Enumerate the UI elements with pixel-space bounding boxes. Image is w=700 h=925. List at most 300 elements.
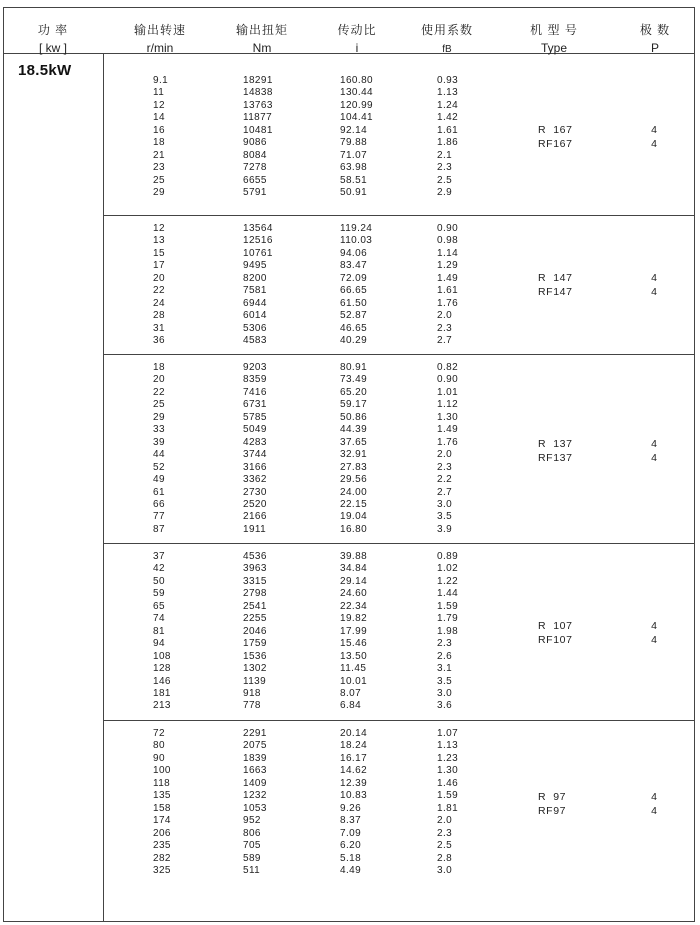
speed-value: 16: [153, 124, 165, 136]
ratio-value: 29.56: [340, 474, 368, 486]
speed-value: 18: [153, 362, 165, 373]
factor-value: 2.0: [437, 815, 453, 827]
group-factor-column: [437, 362, 458, 536]
ratio-value: 80.91: [340, 362, 368, 373]
torque-value: 1139: [243, 675, 267, 687]
poles-value: 4: [651, 124, 657, 136]
ratio-value: 5.18: [340, 852, 362, 864]
speed-value: 11: [153, 87, 165, 99]
ratio-value: 13.50: [340, 650, 368, 662]
ratio-value: 50.91: [340, 187, 368, 199]
factor-value: 1.76: [437, 297, 459, 309]
torque-value: 1302: [243, 663, 267, 675]
torque-value: 7581: [243, 285, 267, 297]
power-column-divider: [103, 53, 104, 922]
speed-value: 49: [153, 474, 165, 486]
factor-value: 3.0: [437, 687, 453, 699]
header-ratio-en: i: [355, 41, 359, 55]
torque-value: 1053: [243, 802, 267, 814]
ratio-value: 32.91: [340, 449, 368, 461]
ratio-value: 72.09: [340, 272, 368, 284]
ratio-value: 22.34: [340, 600, 368, 612]
factor-value: 3.9: [437, 523, 453, 535]
factor-value: 1.30: [437, 765, 459, 777]
header-factor-en: [407, 41, 487, 55]
torque-value: 3744: [243, 449, 267, 461]
group-torque-column: [243, 551, 267, 713]
header-power-en: [ kw ]: [38, 41, 67, 55]
factor-value: 1.81: [437, 802, 459, 814]
ratio-value: 34.84: [340, 563, 368, 575]
group-divider: [103, 215, 695, 216]
group-torque-column: [243, 75, 273, 200]
header-torque-cn: 输出扭矩: [235, 23, 288, 37]
speed-value: 128: [153, 663, 171, 675]
factor-value: 1.29: [437, 260, 459, 272]
group-speed-column: [153, 551, 171, 713]
group-ratio-column: [340, 728, 367, 877]
header-poles-cn: 极 数: [639, 23, 671, 37]
speed-value: 65: [153, 600, 165, 612]
torque-value: 13564: [243, 223, 273, 234]
type-value: RF137: [538, 451, 573, 464]
ratio-value: 119.24: [340, 223, 373, 234]
ratio-value: 14.62: [340, 765, 368, 777]
group-ratio-column: [340, 551, 367, 713]
torque-value: 918: [243, 687, 261, 699]
ratio-value: 22.15: [340, 498, 368, 510]
group-factor-column: [437, 551, 458, 713]
speed-value: 31: [153, 322, 165, 334]
torque-value: 9203: [243, 362, 267, 373]
poles-value: 4: [651, 438, 657, 450]
factor-value: 1.61: [437, 285, 459, 297]
poles-value: 4: [651, 804, 657, 817]
speed-value: 80: [153, 740, 165, 752]
factor-value: 0.90: [437, 223, 459, 234]
group-ratio-column: [340, 75, 373, 200]
factor-value: 0.90: [437, 374, 459, 386]
speed-value: 29: [153, 411, 165, 423]
factor-value: 1.46: [437, 777, 459, 789]
torque-value: 7278: [243, 162, 267, 174]
header-speed: [120, 7, 200, 53]
speed-value: 25: [153, 399, 165, 411]
group-poles-column: [644, 438, 664, 465]
ratio-value: 94.06: [340, 247, 368, 259]
speed-value: 325: [153, 864, 171, 876]
factor-value: 2.3: [437, 638, 453, 650]
ratio-value: 18.24: [340, 740, 368, 752]
factor-value: 1.59: [437, 600, 459, 612]
speed-value: 74: [153, 613, 165, 625]
header-poles: [615, 7, 695, 53]
speed-value: 21: [153, 149, 165, 161]
ratio-value: 7.09: [340, 827, 362, 839]
factor-value: 1.14: [437, 247, 459, 259]
torque-value: 806: [243, 827, 261, 839]
type-value: R 167: [538, 124, 573, 136]
ratio-value: 17.99: [340, 625, 368, 637]
ratio-value: 37.65: [340, 436, 368, 448]
factor-value: 2.3: [437, 162, 453, 174]
group-divider: [103, 720, 695, 721]
factor-value: 1.98: [437, 625, 459, 637]
poles-value: 4: [651, 285, 657, 298]
torque-value: 2291: [243, 728, 267, 739]
torque-value: 8084: [243, 149, 267, 161]
group-factor-column: [437, 75, 458, 200]
factor-value: 1.86: [437, 137, 459, 149]
torque-value: 3315: [243, 575, 267, 587]
ratio-value: 16.80: [340, 523, 368, 535]
torque-value: 8359: [243, 374, 267, 386]
factor-value: 3.6: [437, 700, 453, 712]
factor-value: 1.23: [437, 752, 459, 764]
torque-value: 1536: [243, 650, 267, 662]
torque-value: 6731: [243, 399, 267, 411]
ratio-value: 19.04: [340, 511, 368, 523]
group-type-column: [538, 620, 573, 647]
torque-value: 5049: [243, 424, 267, 436]
factor-value: 3.0: [437, 498, 453, 510]
header-torque-en: Nm: [252, 41, 272, 55]
header-factor-en-text: fB: [442, 44, 452, 55]
torque-value: 5791: [243, 187, 267, 199]
ratio-value: 39.88: [340, 551, 368, 562]
speed-value: 235: [153, 840, 171, 852]
ratio-value: 52.87: [340, 310, 368, 322]
poles-value: 4: [651, 791, 657, 803]
factor-value: 2.3: [437, 827, 453, 839]
speed-value: 9.1: [153, 75, 169, 86]
torque-value: 6014: [243, 310, 267, 322]
speed-value: 118: [153, 777, 171, 789]
group-torque-column: [243, 362, 267, 536]
speed-value: 22: [153, 386, 165, 398]
torque-value: 2046: [243, 625, 267, 637]
factor-value: 1.42: [437, 112, 459, 124]
speed-value: 108: [153, 650, 171, 662]
group-torque-column: [243, 223, 273, 348]
header-ratio: [317, 7, 397, 53]
speed-value: 18: [153, 137, 165, 149]
type-value: RF147: [538, 285, 573, 298]
factor-value: 2.0: [437, 310, 453, 322]
torque-value: 5306: [243, 322, 267, 334]
ratio-value: 104.41: [340, 112, 373, 124]
group-type-column: [538, 791, 566, 818]
torque-value: 9495: [243, 260, 267, 272]
factor-value: 2.3: [437, 461, 453, 473]
speed-value: 17: [153, 260, 165, 272]
speed-value: 61: [153, 486, 165, 498]
ratio-value: 46.65: [340, 322, 368, 334]
type-value: R 107: [538, 620, 573, 632]
factor-value: 1.61: [437, 124, 459, 136]
ratio-value: 92.14: [340, 124, 368, 136]
speed-value: 100: [153, 765, 171, 777]
ratio-value: 6.84: [340, 700, 362, 712]
speed-value: 36: [153, 335, 165, 347]
factor-value: 1.30: [437, 411, 459, 423]
speed-value: 59: [153, 588, 165, 600]
speed-value: 22: [153, 285, 165, 297]
group-factor-column: [437, 223, 458, 348]
speed-value: 146: [153, 675, 171, 687]
ratio-value: 50.86: [340, 411, 368, 423]
factor-value: 2.6: [437, 650, 453, 662]
speed-value: 29: [153, 187, 165, 199]
speed-value: 25: [153, 174, 165, 186]
torque-value: 10761: [243, 247, 273, 259]
torque-value: 3362: [243, 474, 267, 486]
factor-value: 2.3: [437, 322, 453, 334]
torque-value: 952: [243, 815, 261, 827]
speed-value: 77: [153, 511, 165, 523]
torque-value: 6944: [243, 297, 267, 309]
factor-value: 2.7: [437, 335, 453, 347]
factor-value: 2.9: [437, 187, 453, 199]
ratio-value: 12.39: [340, 777, 368, 789]
ratio-value: 44.39: [340, 424, 368, 436]
factor-value: 1.24: [437, 99, 459, 111]
ratio-value: 29.14: [340, 575, 368, 587]
speed-value: 181: [153, 687, 171, 699]
speed-value: 44: [153, 449, 165, 461]
factor-value: 3.1: [437, 663, 453, 675]
group-type-column: [538, 438, 573, 465]
torque-value: 2798: [243, 588, 267, 600]
type-value: RF167: [538, 137, 573, 150]
factor-value: 3.5: [437, 511, 453, 523]
group-poles-column: [644, 791, 664, 818]
header-type-en: Type: [540, 41, 567, 55]
ratio-value: 83.47: [340, 260, 368, 272]
header-power-cn: 功 率: [37, 23, 69, 37]
speed-value: 14: [153, 112, 165, 124]
factor-value: 3.5: [437, 675, 453, 687]
speed-value: 20: [153, 374, 165, 386]
ratio-value: 59.17: [340, 399, 368, 411]
header-torque: [222, 7, 302, 53]
torque-value: 1232: [243, 790, 267, 802]
factor-value: 2.7: [437, 486, 453, 498]
torque-value: 11877: [243, 112, 273, 124]
ratio-value: 15.46: [340, 638, 368, 650]
torque-value: 2075: [243, 740, 267, 752]
poles-value: 4: [651, 272, 657, 284]
type-value: RF97: [538, 804, 567, 817]
speed-value: 135: [153, 790, 171, 802]
torque-value: 4283: [243, 436, 267, 448]
ratio-value: 66.65: [340, 285, 368, 297]
ratio-value: 10.01: [340, 675, 368, 687]
ratio-value: 79.88: [340, 137, 368, 149]
ratio-value: 9.26: [340, 802, 362, 814]
header-type-cn: 机 型 号: [530, 23, 578, 37]
group-speed-column: [153, 728, 171, 877]
torque-value: 1759: [243, 638, 267, 650]
factor-value: 2.5: [437, 840, 453, 852]
factor-value: 2.8: [437, 852, 453, 864]
torque-value: 589: [243, 852, 261, 864]
group-divider: [103, 354, 695, 355]
ratio-value: 65.20: [340, 386, 368, 398]
group-divider: [103, 543, 695, 544]
speed-value: 15: [153, 247, 165, 259]
factor-value: 1.44: [437, 588, 459, 600]
torque-value: 12516: [243, 235, 273, 247]
ratio-value: 8.37: [340, 815, 362, 827]
speed-value: 37: [153, 551, 165, 562]
header-type: [514, 7, 594, 53]
torque-value: 3963: [243, 563, 267, 575]
factor-value: 0.98: [437, 235, 459, 247]
group-speed-column: [153, 75, 168, 200]
torque-value: 1663: [243, 765, 267, 777]
factor-value: 1.79: [437, 613, 459, 625]
group-speed-column: [153, 362, 165, 536]
speed-value: 282: [153, 852, 171, 864]
group-type-column: [538, 124, 573, 151]
ratio-value: 10.83: [340, 790, 368, 802]
header-speed-cn: 输出转速: [133, 23, 186, 37]
factor-value: 1.07: [437, 728, 459, 739]
factor-value: 0.93: [437, 75, 459, 86]
header-factor: [407, 7, 487, 53]
ratio-value: 4.49: [340, 864, 362, 876]
torque-value: 8200: [243, 272, 267, 284]
torque-value: 2255: [243, 613, 267, 625]
type-value: R 147: [538, 272, 573, 284]
torque-value: 3166: [243, 461, 267, 473]
ratio-value: 130.44: [340, 87, 373, 99]
ratio-value: 27.83: [340, 461, 368, 473]
poles-value: 4: [651, 620, 657, 632]
ratio-value: 24.00: [340, 486, 368, 498]
ratio-value: 8.07: [340, 687, 362, 699]
ratio-value: 40.29: [340, 335, 368, 347]
speed-value: 72: [153, 728, 165, 739]
speed-value: 158: [153, 802, 171, 814]
group-speed-column: [153, 223, 165, 348]
torque-value: 18291: [243, 75, 273, 86]
factor-value: 1.01: [437, 386, 459, 398]
type-value: R 137: [538, 438, 573, 450]
ratio-value: 63.98: [340, 162, 368, 174]
ratio-value: 16.17: [340, 752, 368, 764]
torque-value: 5785: [243, 411, 267, 423]
speed-value: 42: [153, 563, 165, 575]
poles-value: 4: [651, 451, 657, 464]
torque-value: 2520: [243, 498, 267, 510]
speed-value: 12: [153, 99, 165, 111]
poles-value: 4: [651, 137, 657, 150]
torque-value: 1409: [243, 777, 267, 789]
factor-value: 1.02: [437, 563, 459, 575]
factor-value: 1.13: [437, 740, 459, 752]
header-speed-en: r/min: [146, 41, 174, 55]
type-value: RF107: [538, 633, 573, 646]
header-poles-en: P: [650, 41, 659, 55]
factor-value: 1.59: [437, 790, 459, 802]
torque-value: 1839: [243, 752, 267, 764]
ratio-value: 11.45: [340, 663, 367, 675]
factor-value: 0.89: [437, 551, 459, 562]
factor-value: 2.0: [437, 449, 453, 461]
ratio-value: 110.03: [340, 235, 373, 247]
factor-value: 1.49: [437, 272, 459, 284]
speed-value: 23: [153, 162, 165, 174]
speed-value: 213: [153, 700, 171, 712]
factor-value: 1.13: [437, 87, 459, 99]
group-ratio-column: [340, 223, 372, 348]
factor-value: 3.0: [437, 864, 453, 876]
group-type-column: [538, 272, 573, 299]
factor-value: 0.82: [437, 362, 459, 373]
ratio-value: 120.99: [340, 99, 373, 111]
ratio-value: 6.20: [340, 840, 362, 852]
ratio-value: 20.14: [340, 728, 368, 739]
factor-value: 2.2: [437, 474, 453, 486]
torque-value: 9086: [243, 137, 267, 149]
torque-value: 7416: [243, 386, 267, 398]
group-poles-column: [644, 124, 664, 151]
ratio-value: 61.50: [340, 297, 368, 309]
torque-value: 778: [243, 700, 261, 712]
speed-value: 24: [153, 297, 165, 309]
torque-value: 6655: [243, 174, 267, 186]
speed-value: 174: [153, 815, 171, 827]
speed-value: 66: [153, 498, 165, 510]
speed-value: 39: [153, 436, 165, 448]
speed-value: 52: [153, 461, 165, 473]
torque-value: 2730: [243, 486, 267, 498]
ratio-value: 73.49: [340, 374, 368, 386]
factor-value: 1.22: [437, 575, 459, 587]
header-ratio-cn: 传动比: [337, 23, 377, 37]
speed-value: 81: [153, 625, 165, 637]
factor-value: 1.76: [437, 436, 459, 448]
torque-value: 2541: [243, 600, 267, 612]
speed-value: 12: [153, 223, 165, 234]
group-torque-column: [243, 728, 267, 877]
group-ratio-column: [340, 362, 367, 536]
type-value: R 97: [538, 791, 567, 803]
torque-value: 4536: [243, 551, 267, 562]
ratio-value: 24.60: [340, 588, 368, 600]
ratio-value: 19.82: [340, 613, 368, 625]
torque-value: 10481: [243, 124, 273, 136]
group-factor-column: [437, 728, 458, 877]
speed-value: 90: [153, 752, 165, 764]
speed-value: 87: [153, 523, 165, 535]
header-power: [3, 7, 103, 53]
factor-value: 2.5: [437, 174, 453, 186]
torque-value: 511: [243, 864, 261, 876]
torque-value: 1911: [243, 523, 267, 535]
factor-value: 2.1: [437, 149, 453, 161]
factor-value: 1.12: [437, 399, 459, 411]
speed-value: 33: [153, 424, 165, 436]
header-factor-cn: 使用系数: [420, 23, 473, 37]
speed-value: 20: [153, 272, 165, 284]
torque-value: 13763: [243, 99, 273, 111]
torque-value: 705: [243, 840, 261, 852]
ratio-value: 160.80: [340, 75, 373, 86]
poles-value: 4: [651, 633, 657, 646]
